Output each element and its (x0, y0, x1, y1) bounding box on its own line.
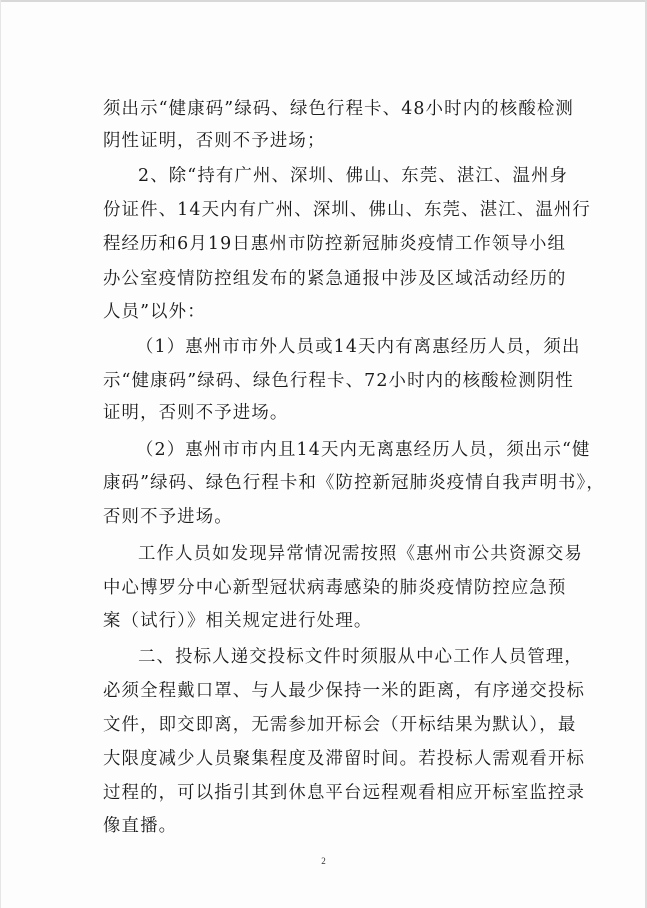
body-line: 2、除“持有广州、深圳、佛山、东莞、湛江、温州身 (138, 166, 569, 186)
body-line: 阴性证明，否则不予进场； (103, 131, 326, 151)
page-number: 2 (321, 856, 326, 866)
scan-edge-left (0, 0, 1, 908)
body-line: 份证件、14天内有广州、深圳、佛山、东莞、湛江、温州行 (103, 200, 591, 220)
body-line: 办公室疫情防控组发布的紧急通报中涉及区域活动经历的 (103, 269, 567, 289)
body-line: 过程的，可以指引其到休息平台远程观看相应开标室监控录 (103, 783, 586, 803)
body-line: 康码”绿码、绿色行程卡和《防控新冠肺炎疫情自我声明书》， (103, 473, 605, 493)
body-line: 证明，否则不予进场。 (103, 403, 289, 423)
body-line: 工作人员如发现异常情况需按照《惠州市公共资源交易 (138, 544, 583, 564)
body-line: （1）惠州市市外人员或14天内有离惠经历人员，须出 (136, 337, 581, 357)
body-line: 示“健康码”绿码、绿色行程卡、72小时内的核酸检测阴性 (103, 371, 574, 391)
body-line: 大限度减少人员聚集程度及滞留时间。若投标人需观看开标 (103, 749, 586, 769)
body-line: 人员”以外： (103, 302, 206, 322)
body-line: 必须全程戴口罩、与人最少保持一米的距离，有序递交投标 (103, 681, 586, 701)
scan-edge-top (0, 0, 647, 2)
body-line: 文件，即交即离，无需参加开标会（开标结果为默认），最 (103, 715, 577, 735)
body-line: 否则不予进场。 (103, 507, 233, 527)
body-line: 案（试行）》相关规定进行处理。 (103, 611, 373, 631)
body-line: （2）惠州市市内且14天内无离惠经历人员，须出示“健 (136, 440, 591, 460)
body-line: 中心博罗分中心新型冠状病毒感染的肺炎疫情防控应急预 (103, 578, 567, 598)
body-line: 须出示“健康码”绿码、绿色行程卡、48小时内的核酸检测 (103, 99, 574, 119)
body-line: 像直播。 (103, 816, 178, 836)
body-line: 二、投标人递交投标文件时须服从中心工作人员管理， (138, 647, 583, 667)
body-line: 程经历和6月19日惠州市防控新冠肺炎疫情工作领导小组 (103, 234, 567, 254)
